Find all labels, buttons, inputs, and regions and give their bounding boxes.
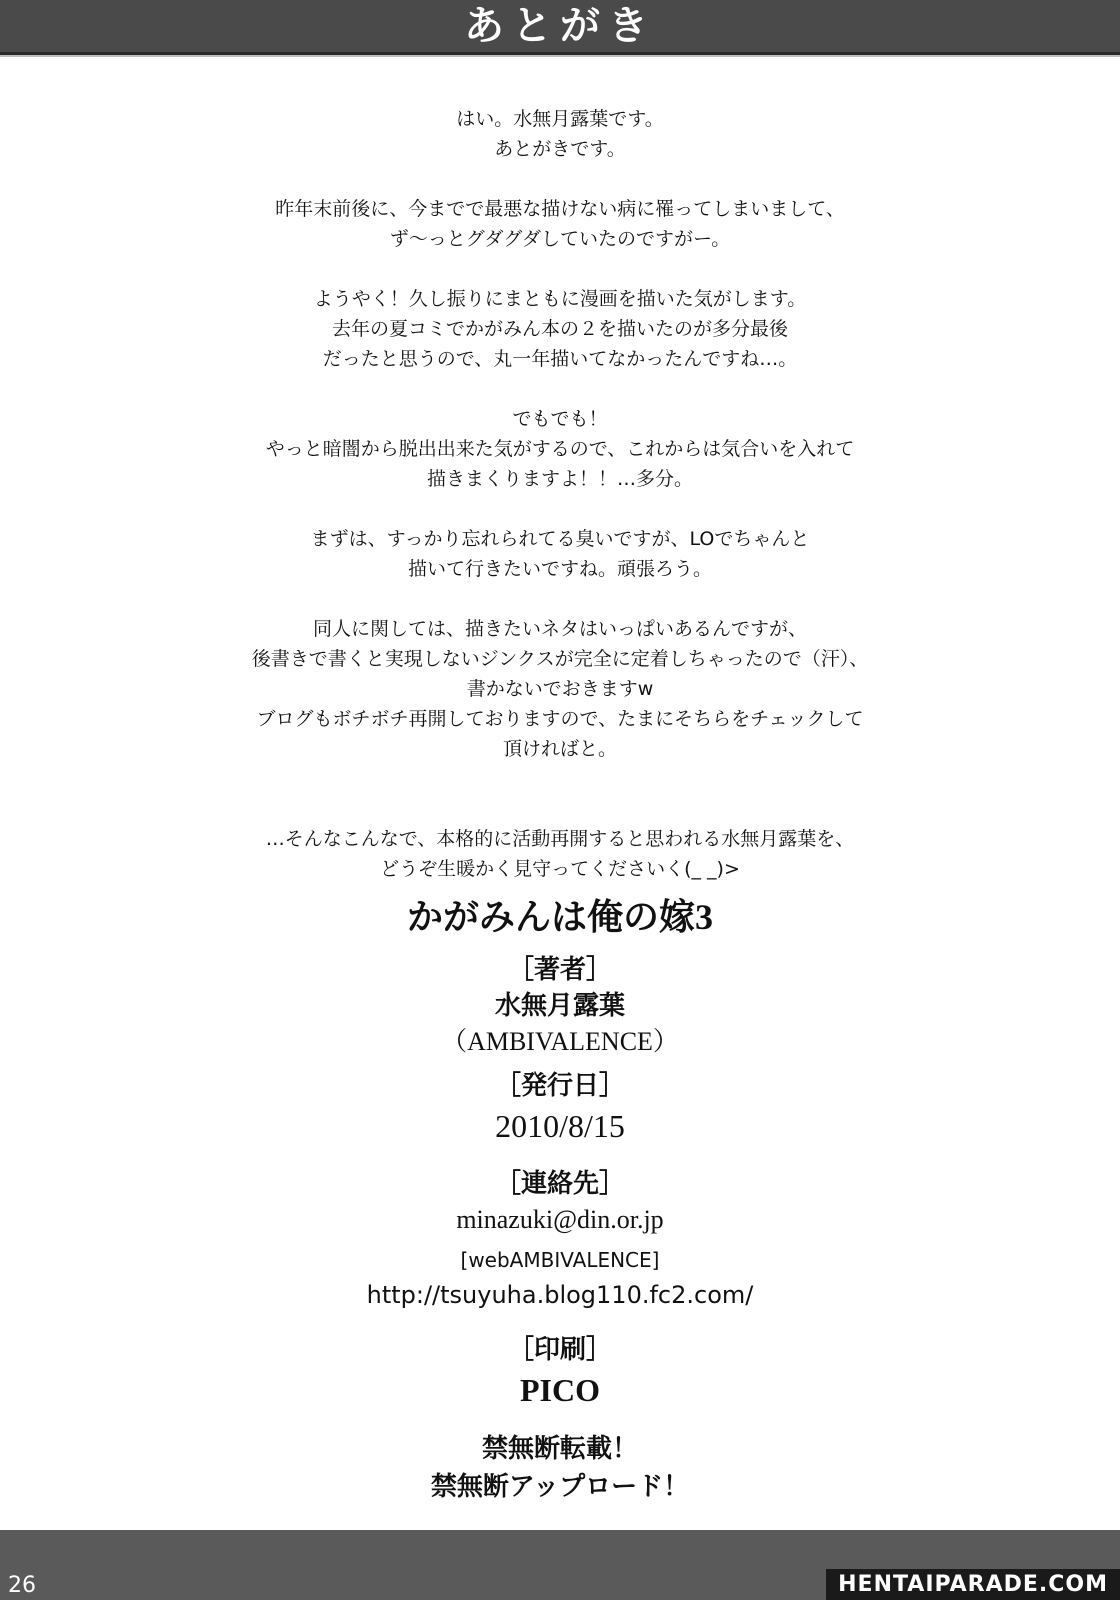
afterword-line: 頂ければと。: [502, 738, 617, 760]
afterword-line: 昨年末前後に、今までで最悪な描けない病に罹ってしまいまして、: [275, 198, 845, 220]
afterword-body: [40, 104, 1080, 914]
afterword-line: やっと暗闇から脱出出来た気がするので、これからは気合いを入れて: [265, 438, 855, 460]
afterword-line: 同人に関しては、描きたいネタはいっぱいあるんですが、: [312, 618, 807, 640]
afterword-line: ようやく！久し振りにまともに漫画を描いた気がします。: [313, 288, 807, 310]
afterword-paragraph-6: [40, 614, 1080, 764]
afterword-line: 描きまくりますよ！！…多分。: [426, 468, 693, 490]
afterword-paragraph-7: [40, 824, 1080, 884]
afterword-line: 書かないでおきますw: [466, 678, 654, 700]
afterword-line: だったと思うので、丸一年描いてなかったんですね…。: [322, 348, 798, 370]
afterword-line: まずは、すっかり忘れられてる臭いですが、LOでちゃんと: [310, 528, 810, 550]
book-title: かがみんは俺の嫁3: [406, 897, 713, 937]
afterword-paragraph-4: [40, 404, 1080, 494]
afterword-line: はい。水無月露葉です。: [456, 108, 664, 130]
contact-email: minazuki@din.or.jp: [456, 1205, 664, 1234]
afterword-line: あとがきです。: [494, 138, 626, 160]
afterword-line: 去年の夏コミでかがみん本の２を描いたのが多分最後: [331, 318, 788, 340]
no-reprint-notice: 禁無断転載！: [481, 1434, 638, 1463]
afterword-line: ず～っとグダグダしていたのですがー。: [389, 228, 731, 250]
header-divider: [0, 55, 1120, 57]
page-title: あとがき: [464, 3, 656, 49]
afterword-line: 後書きで書くと実現しないジンクスが完全に定着しちゃったので（汗）、: [251, 648, 869, 670]
afterword-line: どうぞ生暖かく見守ってくださいく(_ _)>: [380, 858, 740, 880]
afterword-paragraph-5: [40, 524, 1080, 584]
no-upload-notice: 禁無断アップロード！: [430, 1472, 690, 1501]
afterword-paragraph-3: [40, 284, 1080, 374]
site-watermark: HENTAIPARADE.COM: [826, 1569, 1120, 1600]
web-label: [webAMBIVALENCE]: [460, 1248, 660, 1272]
afterword-line: …そんなこんなで、本格的に活動再開すると思われる水無月露葉を、: [265, 828, 855, 850]
afterword-paragraph-1: [40, 104, 1080, 164]
author-name: 水無月露葉: [494, 991, 625, 1020]
date-label: ［発行日］: [494, 1071, 625, 1100]
page-number: 26: [8, 1573, 36, 1598]
contact-label: ［連絡先］: [494, 1169, 625, 1198]
author-circle: （AMBIVALENCE）: [441, 1027, 679, 1056]
afterword-paragraph-2: [40, 194, 1080, 254]
colophon: [0, 890, 1120, 1506]
afterword-line: ブログもボチボチ再開しておりますので、たまにそちらをチェックして: [256, 708, 864, 730]
web-url: http://tsuyuha.blog110.fc2.com/: [366, 1281, 754, 1309]
author-label: ［著者］: [507, 955, 612, 984]
publish-date: 2010/8/15: [495, 1108, 625, 1144]
printer-name: PICO: [520, 1372, 600, 1408]
print-label: ［印刷］: [507, 1335, 612, 1364]
afterword-line: でもでも！: [512, 408, 608, 430]
afterword-line: 描いて行きたいですね。頑張ろう。: [407, 558, 712, 580]
